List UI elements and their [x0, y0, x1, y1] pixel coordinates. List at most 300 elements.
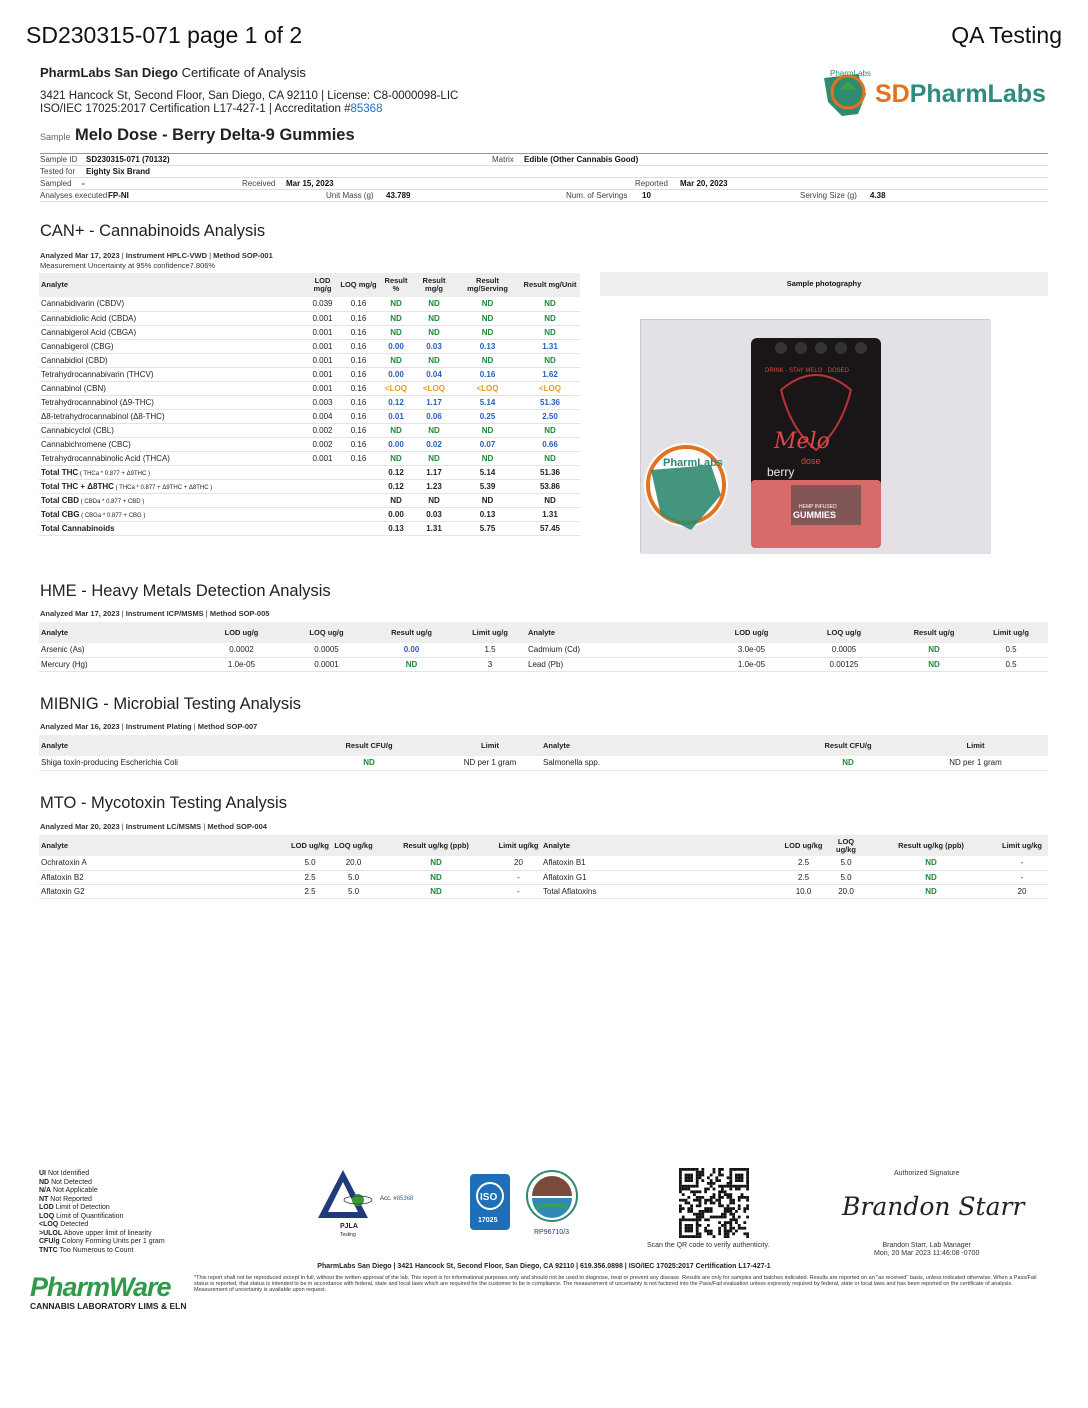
table-cell: Ochratoxin A [39, 856, 289, 870]
table-cell: 0.04 [413, 367, 455, 381]
lab-address [40, 90, 458, 116]
table-cell: 5.0 [289, 856, 331, 870]
table-cell: ND [376, 870, 496, 884]
table-cell: Cannabigerol (CBG) [39, 339, 307, 353]
column-header: LOQ ug/g [794, 622, 894, 643]
table-cell: 0.13 [379, 521, 413, 535]
can-section-title: CAN+ - Cannabinoids Analysis [40, 222, 266, 240]
table-cell: Arsenic (As) [39, 643, 199, 657]
table-cell: Aflatoxin G1 [541, 870, 781, 884]
table-cell: Mercury (Hg) [39, 657, 199, 671]
table-cell: 0.039 [307, 297, 338, 311]
svg-text:Testing: Testing [340, 1232, 356, 1238]
table-cell: 5.0 [331, 870, 376, 884]
table-cell: ND [894, 643, 974, 657]
table-cell: ND [369, 657, 454, 671]
table-row [39, 395, 580, 409]
table-cell: Tetrahydrocannabivarin (THCV) [39, 367, 307, 381]
column-header: LOD mg/g [307, 273, 338, 297]
table-cell: ND [413, 311, 455, 325]
table-cell: 0.16 [338, 367, 379, 381]
table-row [39, 870, 1048, 884]
column-header: Analyte [39, 735, 299, 756]
table-cell: 51.36 [520, 465, 580, 479]
table-cell: 2.50 [520, 409, 580, 423]
table-cell: 2.5 [781, 870, 826, 884]
table-cell: <LOQ [413, 381, 455, 395]
table-cell: 0.07 [455, 437, 520, 451]
table-cell: 0.16 [338, 437, 379, 451]
svg-text:17025: 17025 [478, 1217, 498, 1224]
legend-item: NT Not Reported [39, 1195, 92, 1203]
table-cell: ND [413, 325, 455, 339]
sample-photo [640, 319, 990, 553]
table-cell: Aflatoxin B2 [39, 870, 289, 884]
pharmware-logo [30, 1272, 190, 1320]
table-cell: ND [520, 451, 580, 465]
total-label: Total CBG ( CBGa * 0.877 + CBG ) [39, 507, 307, 521]
column-header: Result mg/g [413, 273, 455, 297]
table-cell: <LOQ [379, 381, 413, 395]
table-cell: 1.31 [520, 339, 580, 353]
column-header: Limit ug/kg [496, 835, 541, 856]
table-row [39, 423, 580, 437]
legend-item: LOD Limit of Detection [39, 1204, 110, 1211]
table-cell: 5.39 [455, 479, 520, 493]
total-row [39, 493, 580, 507]
total-row [39, 521, 580, 535]
pjla-icon [318, 1168, 428, 1238]
table-cell: 0.001 [307, 325, 338, 339]
legend-item: UI Not Identified [39, 1170, 90, 1177]
table-cell: ND [520, 311, 580, 325]
footer-address: PharmLabs San Diego | 3421 Hancock St, Second Floor, San Diego, CA 92110 | 619.356.0898 | ISO/IEC 17025:2017 Certification L17-427-1 [317, 1263, 771, 1270]
table-cell: 1.17 [413, 465, 455, 479]
table-cell: 5.14 [455, 465, 520, 479]
table-cell: 1.17 [413, 395, 455, 409]
table-cell: 20.0 [826, 884, 866, 898]
table-cell: ND [520, 325, 580, 339]
table-cell: 0.03 [413, 339, 455, 353]
column-header: Limit [439, 735, 541, 756]
table-cell: 0.12 [379, 465, 413, 479]
table-cell: 0.12 [379, 479, 413, 493]
disclaimer: *This report shall not be reproduced except in full, without the written approval of the lab. This report is for informational purposes only and should not be used to diagnose, treat or prevent any disease. Results are only for samples and batches indicated. Results are reported on an "as received" basis, unless indicated otherwise. When a Pass/Fail status is reported, that status is intended to be in accordance with federal, state and local laws which are required for the customer to be in compliance. The measurement of uncertainty is not factored into the Pass/Fail evaluation unless expressly required by federal, state or local laws and has been reported on the certificate of analysis. Measurement of uncertainty is available upon request. [194, 1275, 1037, 1293]
table-cell: 0.00 [379, 367, 413, 381]
total-row [39, 479, 580, 493]
table-cell: 20.0 [331, 856, 376, 870]
table-cell: 5.14 [455, 395, 520, 409]
table-cell: 0.03 [413, 507, 455, 521]
table-row [39, 381, 580, 395]
table-cell: ND [866, 856, 996, 870]
cannabinoids-table [39, 273, 580, 536]
pjla-accreditation: Acc. #85368 [380, 1196, 414, 1202]
table-cell: 0.003 [307, 395, 338, 409]
table-cell: Total Aflatoxins [541, 884, 781, 898]
mib-section-title: MIBNIG - Microbial Testing Analysis [40, 695, 302, 713]
table-cell: 0.00125 [794, 657, 894, 671]
total-label: Total THC ( THCa * 0.877 + Δ9THC ) [39, 465, 307, 479]
logo-wordmark: SDPharmLabs [875, 80, 1046, 108]
table-cell: 51.36 [520, 395, 580, 409]
table-cell: <LOQ [455, 381, 520, 395]
table-cell: ND [379, 451, 413, 465]
table-cell: Cannabinol (CBN) [39, 381, 307, 395]
column-header: Analyte [541, 835, 781, 856]
table-row [39, 297, 580, 311]
table-cell: 0.02 [413, 437, 455, 451]
column-header: Result ug/kg (ppb) [866, 835, 996, 856]
svg-text:GUMMIES: GUMMIES [793, 510, 837, 520]
signature-label: Authorized Signature [894, 1170, 960, 1177]
table-cell: 0.002 [307, 437, 338, 451]
table-cell: ND [379, 353, 413, 367]
table-cell: 0.001 [307, 367, 338, 381]
table-cell: ND [455, 311, 520, 325]
table-cell: 10.0 [781, 884, 826, 898]
table-row [39, 409, 580, 423]
iso-icon [470, 1174, 510, 1230]
table-cell: 0.001 [307, 339, 338, 353]
table-cell: ND [866, 870, 996, 884]
svg-text:RP96710/3: RP96710/3 [534, 1229, 570, 1236]
table-cell: ND [455, 297, 520, 311]
signature-image: Brandon Starr [842, 1192, 1025, 1221]
table-cell: 20 [496, 856, 541, 870]
column-header: LOD ug/g [199, 622, 284, 643]
table-cell: - [996, 856, 1048, 870]
table-cell: ND [379, 493, 413, 507]
table-cell: ND [379, 423, 413, 437]
table-cell: Cannabidivarin (CBDV) [39, 297, 307, 311]
table-cell: 0.16 [338, 395, 379, 409]
table-row [39, 657, 1048, 671]
qr-caption: Scan the QR code to verify authenticity. [647, 1242, 770, 1249]
pjla-logo [318, 1168, 428, 1238]
table-cell: ND [520, 493, 580, 507]
table-cell: 3 [454, 657, 526, 671]
column-header: LOQ ug/g [284, 622, 369, 643]
hme-section-meta: Analyzed Mar 17, 2023 | Instrument ICP/MSMS | Method SOP-005 [40, 609, 270, 618]
table-cell: ND [520, 353, 580, 367]
table-cell: Aflatoxin G2 [39, 884, 289, 898]
table-cell: 57.45 [520, 521, 580, 535]
page-header-right: QA Testing [951, 22, 1062, 48]
table-cell: ND [520, 297, 580, 311]
table-cell: 1.23 [413, 479, 455, 493]
table-row [39, 856, 1048, 870]
sample-title: Sample Melo Dose - Berry Delta-9 Gummies [40, 126, 355, 144]
table-row [39, 353, 580, 367]
column-header: Result ug/g [894, 622, 974, 643]
table-cell: 0.0005 [284, 643, 369, 657]
table-row [39, 437, 580, 451]
svg-text:ISO: ISO [480, 1192, 498, 1203]
svg-text:Melo: Melo [774, 429, 830, 454]
svg-text:PJLA: PJLA [340, 1223, 358, 1230]
table-cell: 0.0002 [199, 643, 284, 657]
legend-item: >ULOL Above upper limit of linearity [39, 1229, 152, 1237]
table-cell: 20 [996, 884, 1048, 898]
pharmware-tagline: CANNABIS LABORATORY LIMS & ELN [30, 1301, 187, 1311]
table-cell: ND [376, 856, 496, 870]
table-cell: ND [894, 657, 974, 671]
table-cell: 2.5 [289, 870, 331, 884]
table-cell: ND [455, 353, 520, 367]
mto-section-title: MTO - Mycotoxin Testing Analysis [40, 794, 287, 812]
table-cell: 2.5 [289, 884, 331, 898]
table-cell: Tetrahydrocannabinol (Δ9-THC) [39, 395, 307, 409]
legend-item: TNTC Too Numerous to Count [39, 1246, 134, 1254]
column-header: Limit [903, 735, 1048, 756]
column-header: Result CFU/g [793, 735, 903, 756]
verification-qr-code[interactable] [679, 1168, 749, 1238]
table-cell: ND [413, 423, 455, 437]
table-cell: ND [455, 325, 520, 339]
table-cell: ND per 1 gram [903, 756, 1048, 770]
received: Mar 15, 2023 [286, 179, 334, 188]
table-cell: 1.31 [520, 507, 580, 521]
iso-badge [470, 1174, 510, 1230]
abbreviation-legend [39, 1170, 165, 1255]
sample-name: Melo Dose - Berry Delta-9 Gummies [74, 126, 355, 144]
tested-for: Eighty Six Brand [86, 167, 151, 176]
svg-text:HEMP INFUSED: HEMP INFUSED [799, 504, 837, 510]
table-cell: 0.5 [974, 643, 1048, 657]
table-cell: 0.001 [307, 451, 338, 465]
column-header: Limit ug/g [454, 622, 526, 643]
reported: Mar 20, 2023 [680, 179, 728, 188]
table-cell: 0.06 [413, 409, 455, 423]
doc-type: Certificate of Analysis [181, 65, 306, 80]
table-cell: 0.16 [338, 311, 379, 325]
column-header: LOD ug/g [709, 622, 794, 643]
table-cell: 0.00 [379, 437, 413, 451]
table-cell: ND [520, 423, 580, 437]
table-cell: ND [413, 353, 455, 367]
sample-photography-header: Sample photography [600, 272, 1048, 296]
column-header: LOD ug/kg [781, 835, 826, 856]
table-cell: Lead (Pb) [526, 657, 709, 671]
table-cell: Cannabicyclol (CBL) [39, 423, 307, 437]
table-cell: 0.001 [307, 311, 338, 325]
column-header: Limit ug/g [974, 622, 1048, 643]
table-cell: 0.001 [307, 381, 338, 395]
num-servings: 10 [642, 191, 651, 200]
table-row [39, 884, 1048, 898]
total-row [39, 507, 580, 521]
table-cell: 0.004 [307, 409, 338, 423]
unit-mass: 43.789 [386, 191, 411, 200]
table-cell: 0.16 [338, 353, 379, 367]
table-cell: 0.0001 [284, 657, 369, 671]
table-cell: ND [413, 493, 455, 507]
column-header: Result ug/kg (ppb) [376, 835, 496, 856]
column-header: LOQ mg/g [338, 273, 379, 297]
table-cell: 0.16 [455, 367, 520, 381]
table-cell: - [496, 870, 541, 884]
table-cell: ND [455, 423, 520, 437]
table-cell: ND per 1 gram [439, 756, 541, 770]
can-section-meta: Analyzed Mar 17, 2023 | Instrument HPLC-VWD | Method SOP-001 Measurement Uncertainty at 95% confidence7.806% [40, 251, 273, 270]
total-label: Total CBD ( CBDa * 0.877 + CBD ) [39, 493, 307, 507]
legend-item: CFU/g Colony Forming Units per 1 gram [39, 1238, 165, 1245]
column-header: Result mg/Unit [520, 273, 580, 297]
table-cell: ND [379, 325, 413, 339]
table-cell: 0.25 [455, 409, 520, 423]
table-cell: 0.001 [307, 353, 338, 367]
table-cell: ND [455, 493, 520, 507]
table-cell: 5.0 [331, 884, 376, 898]
table-cell: 0.5 [974, 657, 1048, 671]
table-cell: Cannabidiolic Acid (CBDA) [39, 311, 307, 325]
legend-item: ND Not Detected [39, 1178, 92, 1186]
address-line-1: 3421 Hancock St, Second Floor, San Diego, CA 92110 | License: C8-0000098-LIC [40, 90, 459, 102]
table-cell: 5.0 [826, 856, 866, 870]
column-header: LOQ ug/kg [331, 835, 376, 856]
table-cell: 0.13 [455, 507, 520, 521]
accreditation-link[interactable]: 85368 [350, 103, 383, 115]
heavy-metals-table [39, 622, 1048, 672]
column-header: Analyte [39, 273, 307, 297]
table-cell: 0.01 [379, 409, 413, 423]
table-row [39, 756, 1048, 770]
table-cell: 0.16 [338, 381, 379, 395]
mycotoxin-table [39, 835, 1048, 899]
pharmware-wordmark: PharmWare [30, 1272, 171, 1302]
table-cell: Δ8-tetrahydrocannabinol (Δ8-THC) [39, 409, 307, 423]
table-cell: 0.16 [338, 451, 379, 465]
table-cell: <LOQ [520, 381, 580, 395]
emblem-icon [524, 1168, 580, 1238]
gummy-package-icon [641, 320, 991, 554]
table-cell: ND [413, 451, 455, 465]
mib-section-meta: Analyzed Mar 16, 2023 | Instrument Plating | Method SOP-007 [40, 722, 258, 731]
table-cell: ND [413, 297, 455, 311]
column-header: LOQ ug/kg [826, 835, 866, 856]
table-cell: 1.31 [413, 521, 455, 535]
table-row [39, 367, 580, 381]
lab-title-line [40, 65, 306, 80]
hme-section-title: HME - Heavy Metals Detection Analysis [40, 582, 331, 600]
table-cell: 0.13 [455, 339, 520, 353]
table-cell: Cannabidiol (CBD) [39, 353, 307, 367]
table-cell: ND [379, 297, 413, 311]
svg-text:DRINK · STAY MELO · DOSED: DRINK · STAY MELO · DOSED [765, 368, 850, 374]
table-cell: 0.0005 [794, 643, 894, 657]
table-row [39, 451, 580, 465]
table-cell: 0.00 [379, 339, 413, 353]
column-header: Analyte [39, 835, 289, 856]
column-header: Result CFU/g [299, 735, 439, 756]
table-cell: 0.16 [338, 339, 379, 353]
lab-name: PharmLabs San Diego [40, 65, 178, 80]
sampled: - [82, 179, 85, 188]
table-row [39, 311, 580, 325]
table-cell: Cannabichromene (CBC) [39, 437, 307, 451]
table-row [39, 325, 580, 339]
table-cell: ND [793, 756, 903, 770]
table-row [39, 339, 580, 353]
table-cell: Aflatoxin B1 [541, 856, 781, 870]
qr-icon [679, 1168, 749, 1238]
table-cell: 0.66 [520, 437, 580, 451]
table-cell: 0.16 [338, 423, 379, 437]
table-cell: 53.86 [520, 479, 580, 493]
table-cell: 5.0 [826, 870, 866, 884]
table-cell: 1.0e-05 [709, 657, 794, 671]
table-cell: 0.16 [338, 409, 379, 423]
column-header: Limit ug/kg [996, 835, 1048, 856]
sample-id: SD230315-071 (70132) [86, 155, 170, 164]
svg-text:PharmLabs: PharmLabs [830, 69, 871, 78]
column-header: Result mg/Serving [455, 273, 520, 297]
table-cell: ND [379, 311, 413, 325]
total-label: Total Cannabinoids [39, 521, 307, 535]
cert-emblem [524, 1168, 580, 1238]
svg-text:berry: berry [767, 465, 795, 479]
address-line-2: ISO/IEC 17025:2017 Certification L17-427-1 | Accreditation #85368 [40, 103, 383, 115]
table-cell: Cadmium (Cd) [526, 643, 709, 657]
page-header-left: SD230315-071 page 1 of 2 [26, 22, 303, 48]
table-row [39, 643, 1048, 657]
table-cell: 0.16 [338, 325, 379, 339]
table-cell: 5.75 [455, 521, 520, 535]
table-cell: 0.00 [379, 507, 413, 521]
mto-section-meta: Analyzed Mar 20, 2023 | Instrument LC/MSMS | Method SOP-004 [40, 822, 267, 831]
table-cell: ND [299, 756, 439, 770]
table-cell: Shiga toxin-producing Escherichia Coli [39, 756, 299, 770]
table-cell: ND [376, 884, 496, 898]
sdpharmlabs-logo [818, 64, 1048, 124]
table-cell: Salmonella spp. [541, 756, 793, 770]
table-cell: 0.12 [379, 395, 413, 409]
table-cell: 3.0e-05 [709, 643, 794, 657]
table-cell: ND [455, 451, 520, 465]
table-cell: 2.5 [781, 856, 826, 870]
svg-text:PharmLabs: PharmLabs [663, 457, 723, 469]
column-header: Analyte [541, 735, 793, 756]
table-cell: 1.0e-05 [199, 657, 284, 671]
column-header: Result ug/g [369, 622, 454, 643]
serving-size: 4.38 [870, 191, 886, 200]
microbial-table [39, 735, 1048, 771]
total-label: Total THC + Δ8THC ( THCa * 0.877 + Δ9THC + Δ8THC ) [39, 479, 307, 493]
table-cell: 0.16 [338, 297, 379, 311]
column-header: Analyte [526, 622, 709, 643]
legend-item: <LOQ Detected [39, 1221, 89, 1228]
legend-item: LOQ Limit of Quantification [39, 1212, 124, 1220]
column-header: LOD ug/kg [289, 835, 331, 856]
table-cell: 1.5 [454, 643, 526, 657]
column-header: Analyte [39, 622, 199, 643]
column-header: Result % [379, 273, 413, 297]
table-cell: 1.62 [520, 367, 580, 381]
sample-meta: Sample ID SD230315-071 (70132) Matrix Edible (Other Cannabis Good) Tested for Eighty Six Brand Sampled - Received Mar 15, 2023 Reported Mar 20, 2023 Analyses executed FP-NI Unit Mass (g) 43.789 Num. of Servings 10 Serving Size (g) 4.38 [40, 153, 1048, 202]
legend-item: N/A Not Applicable [39, 1187, 98, 1194]
signer: Brandon Starr, Lab Manager Mon, 20 Mar 2023 11:46:08 -0700 [874, 1242, 980, 1257]
table-cell: 0.00 [369, 643, 454, 657]
table-cell: 0.002 [307, 423, 338, 437]
total-row [39, 465, 580, 479]
table-cell: - [496, 884, 541, 898]
table-cell: - [996, 870, 1048, 884]
svg-text:dose: dose [801, 456, 821, 466]
table-cell: Cannabigerol Acid (CBGA) [39, 325, 307, 339]
analyses-executed: FP-NI [108, 191, 129, 200]
matrix: Edible (Other Cannabis Good) [524, 155, 639, 164]
